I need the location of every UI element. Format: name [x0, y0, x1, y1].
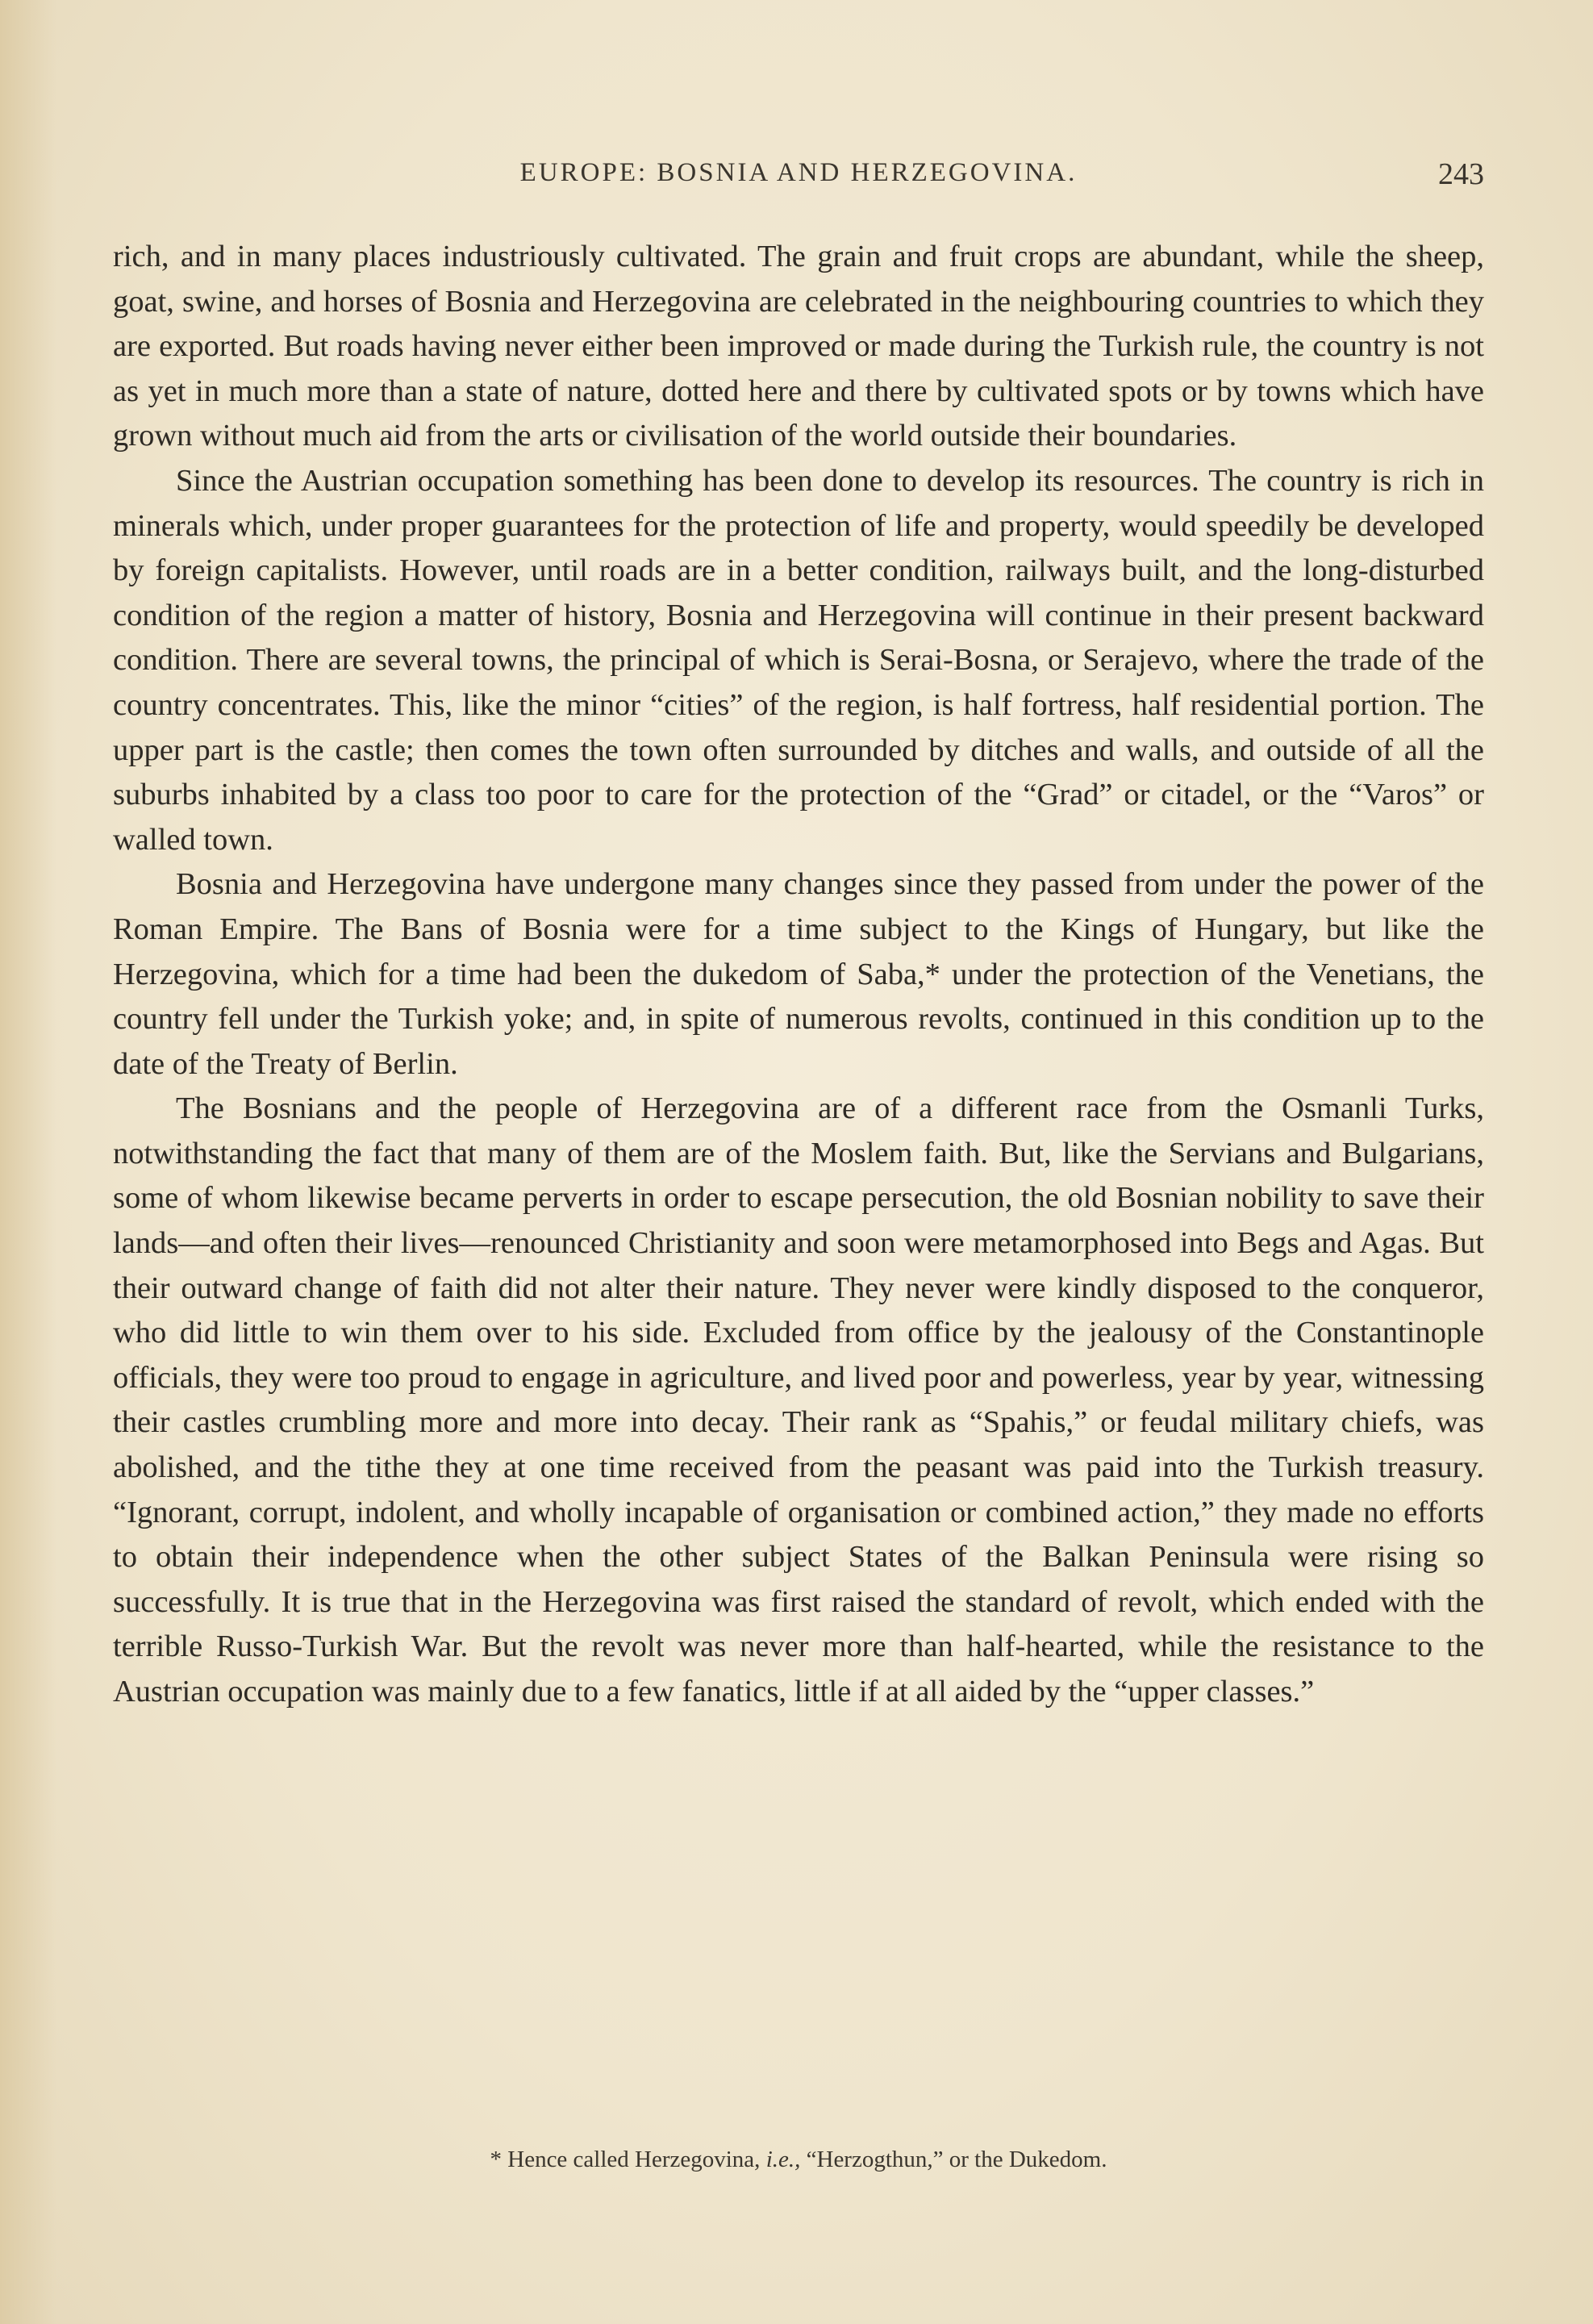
- footnote-text-after: “Herzogthun,” or the Dukedom.: [806, 2147, 1107, 2172]
- page-gutter-shadow: [0, 0, 56, 2324]
- footnote: [113, 2147, 1484, 2173]
- footnote-text-before: Hence called Herzegovina,: [507, 2147, 761, 2172]
- paragraph-history: Bosnia and Herzegovina have undergone many changes since they passed from under the power of the Roman Empire. The Bans of Bosnia were for a time subject to the Kings of Hungary, but like the Herzegovina, which for a time had been the dukedom of Saba,* under the protection of the Venetians, the country fell under the Turkish yoke; and, in spite of numerous revolts, continued in this condition up to the date of the Treaty of Berlin.: [113, 867, 1484, 1081]
- footnote-marker: *: [490, 2147, 502, 2172]
- footnote-italic: i.e.,: [765, 2147, 801, 2172]
- paragraph-austrian-occupation: Since the Austrian occupation something has been done to develop its resources. The country is rich in minerals which, under proper guarantees for the protection of life and property, would speedily be developed by foreign capitalists. However, until roads are in a better condition, railways built, and the long-disturbed condition of the region a matter of history, Bosnia and Herzegovina will continue in their present backward condition. There are several towns, the principal of which is Serai-Bosna, or Serajevo, where the trade of the country concentrates. This, like the minor “cities” of the region, is half fortress, half residential portion. The upper part is the castle; then comes the town often surrounded by ditches and walls, and outside of all the suburbs inhabited by a class too poor to care for the protection of the “Grad” or citadel, or the “Varos” or walled town.: [113, 463, 1484, 857]
- paragraph-continuation: rich, and in many places industriously cultivated. The grain and fruit crops are abundant, while the sheep, goat, swine, and horses of Bosnia and Herzegovina are celebrated in the neighbouring countries to which they are exported. But roads having never either been improved or made during the Turkish rule, the country is not as yet in much more than a state of nature, dotted here and there by cultivated spots or by towns which have grown without much aid from the arts or civilisation of the world outside their boundaries.: [113, 240, 1484, 453]
- running-head: EUROPE: BOSNIA AND HERZEGOVINA.: [519, 158, 1078, 187]
- paragraph-bosnians: The Bosnians and the people of Herzegovina are of a different race from the Osmanli Turks, notwithstanding the fact that many of them are of the Moslem faith. But, like the Servians and Bulgarians, some of whom likewise became perverts in order to escape persecution, the old Bosnian nobility to save their lands—and often their lives—renounced Christianity and soon were metamorphosed into Begs and Agas. But their outward change of faith did not alter their nature. They never were kindly disposed to the conqueror, who did little to win them over to his side. Excluded from office by the jealousy of the Constantinople officials, they were too proud to engage in agriculture, and lived poor and powerless, year by year, witnessing their castles crumbling more and more into decay. Their rank as “Spahis,” or feudal military chiefs, was abolished, and the tithe they at one time received from the peasant was paid into the Turkish treasury. “Ignorant, corrupt, indolent, and wholly incapable of organisation or combined action,” they made no efforts to obtain their independence when the other subject States of the Balkan Peninsula were rising so successfully. It is true that in the Herzegovina was first raised the standard of revolt, which ended with the terrible Russo-Turkish War. But the revolt was never more than half-hearted, while the resistance to the Austrian occupation was mainly due to a few fanatics, little if at all aided by the “upper classes.”: [113, 1091, 1484, 1709]
- page-header: [113, 158, 1484, 198]
- body-text: [113, 235, 1484, 1715]
- page-number: 243: [1438, 157, 1484, 191]
